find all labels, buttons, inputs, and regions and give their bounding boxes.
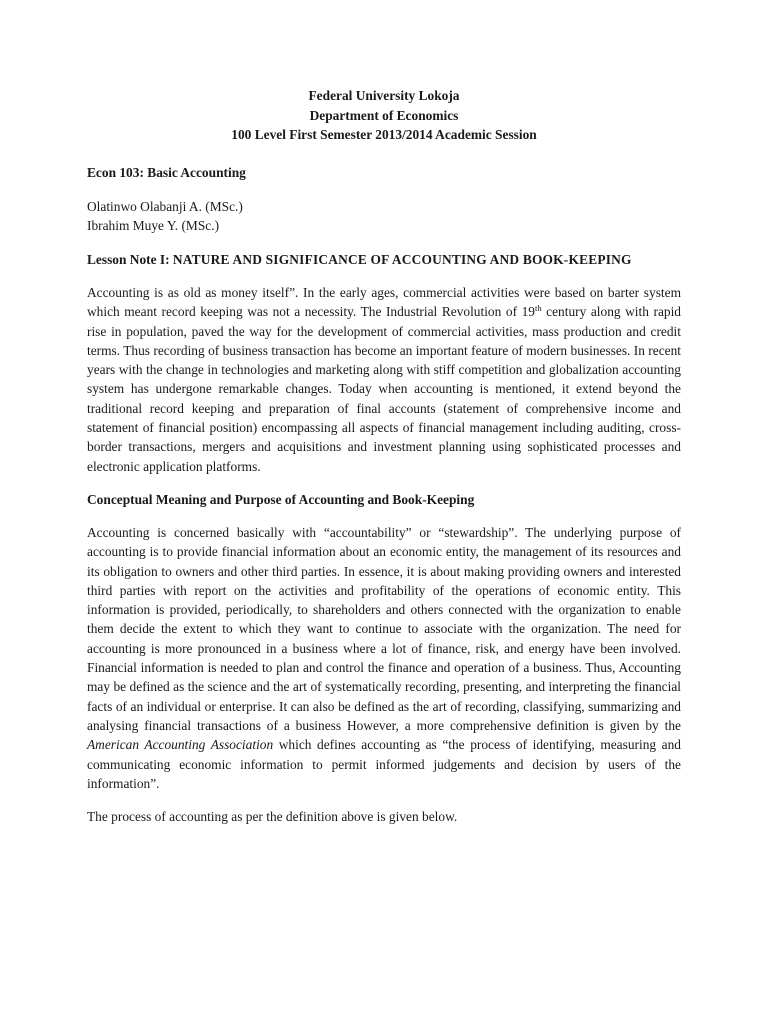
lesson-heading — [87, 250, 681, 270]
author-name: Olatinwo Olabanji A. (MSc.) — [87, 198, 243, 214]
lesson-title: NATURE AND SIGNIFICANCE OF ACCOUNTING AND BOOK-KEEPING — [172, 251, 632, 267]
course-title: Econ 103: Basic Accounting — [87, 164, 246, 180]
paragraph-meaning — [87, 523, 681, 793]
author-list — [87, 197, 681, 236]
superscript-th: th — [534, 303, 542, 314]
department-name: Department of Economics — [309, 107, 459, 123]
paragraph-text: Accounting is as old as money itself”. In the early ages, commercial activities were based on barter system which meant record keeping was not a necessity. The Industrial Revolution of 19 — [87, 285, 681, 320]
session-line: 100 Level First Semester 2013/2014 Academic Session — [231, 127, 537, 142]
section-heading: Conceptual Meaning and Purpose of Accounting and Book-Keeping — [87, 491, 475, 507]
paragraph-text: century along with rapid rise in population, paved the way for the development of commercial activities, mass production and credit terms. Thus recording of business transaction has become an important feature of modern businesses. In recent years with the change in technologies and marketing along with stiff competition and globalization accounting system has undergone remarkable changes. Today when accounting is mentioned, it extend beyond the traditional record keeping and preparation of final accounts (statement of comprehensive income and statement of financial position) encompassing all aspects of financial management including auditing, cross-border transactions, mergers and acquisitions and investment planning using sophisticated processes and electronic application platforms. — [87, 304, 681, 474]
paragraph-process: The process of accounting as per the definition above is given below. — [87, 809, 458, 825]
italic-organization-name: American Accounting Association — [87, 737, 274, 753]
paragraph-text: which defines accounting as “the process of identifying, measuring and communicating economic information to permit informed judgements and decision by users of the information”. — [87, 737, 681, 791]
paragraph-text: Accounting is concerned basically with “accountability” or “stewardship”. The underlying purpose of accounting is to provide financial information about an economic entity, the management of its resources and its obligation to owners and other third parties. In essence, it is about making providing owners and interested third parties with report on the activities and profitability of the operations of economic entity. This information is provided, periodically, to shareholders and others connected with the organization to enable them decide the extent to which they want to continue to associate with the organization. The need for accounting is more pronounced in a business where a lot of finance, risk, and energy have been involved. Financial information is needed to plan and control the finance and operation of a business. Thus, Accounting may be defined as the science and the art of systematically recording, presenting, and interpreting the financial facts of an individual or enterprise. It can also be defined as the art of recording, classifying, summarizing and analysing financial transactions of a business However, a more comprehensive definition is given by the — [87, 524, 681, 733]
lesson-prefix: Lesson Note I: — [87, 251, 173, 267]
paragraph-introduction — [87, 283, 681, 476]
author-name: Ibrahim Muye Y. (MSc.) — [87, 218, 220, 233]
university-name: Federal University Lokoja — [308, 88, 460, 103]
